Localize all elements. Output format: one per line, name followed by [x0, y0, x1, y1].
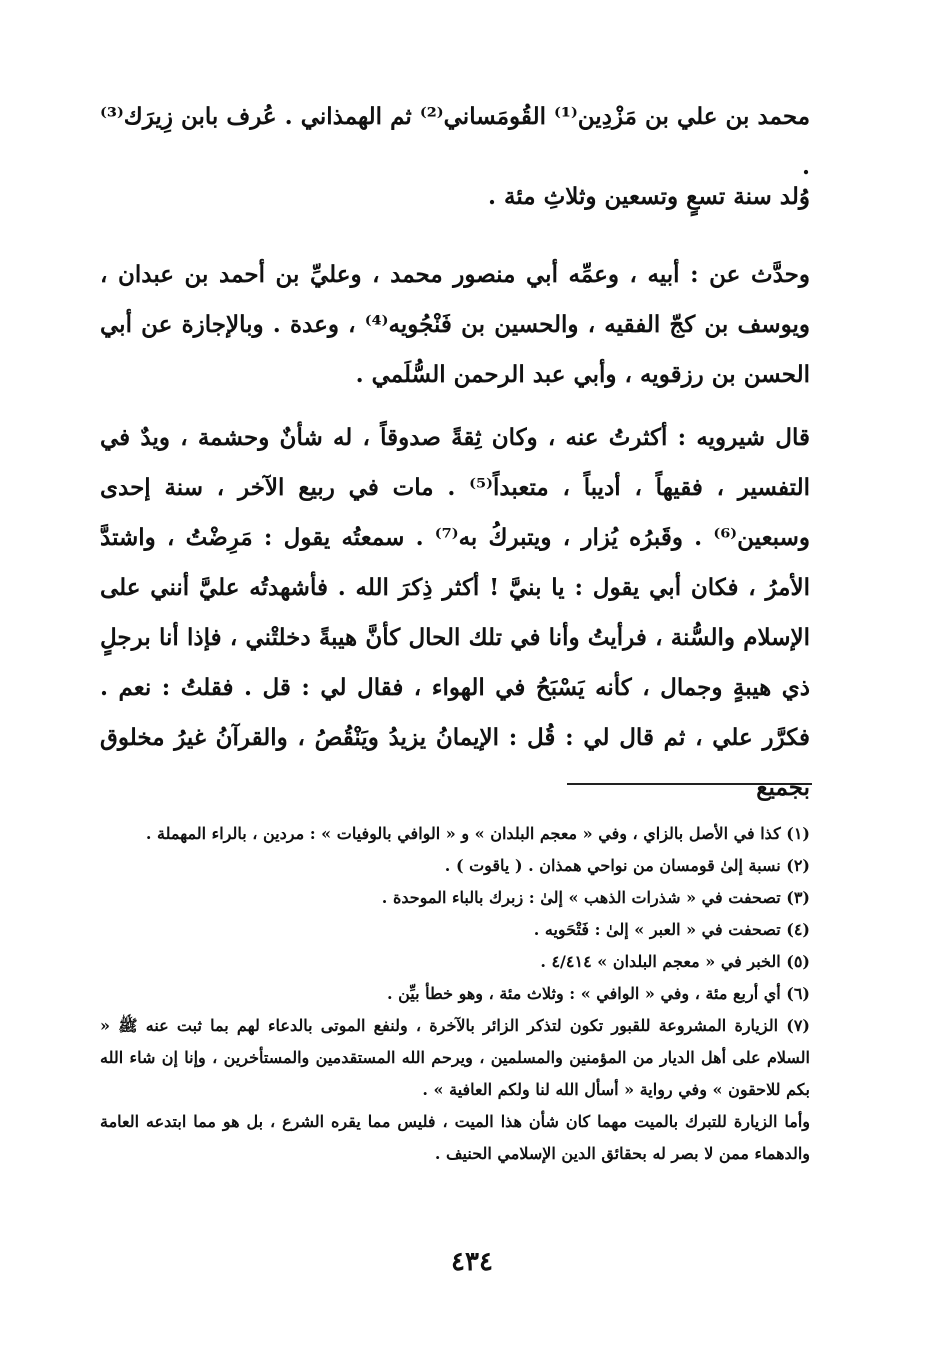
footnote-3: (٣) تصحفت في « شذرات الذهب » إلىٰ : زبرك بالباء الموحدة . [381, 888, 810, 907]
footnote-6: (٦) أي أربع مئة ، وفي « الوافي » : وثلاث مئة ، وهو خطأ بيِّن . [386, 984, 810, 1003]
page-number: ٤٣٤ [451, 1247, 493, 1277]
birth-line [100, 172, 810, 222]
footnote-4: (٤) تصحفت في « العبر » إلىٰ : فَتْحَويه . [533, 920, 810, 939]
footnote-5: (٥) الخبر في « معجم البلدان » ٤/٤١٤ . [540, 952, 810, 971]
footnote-7-continued: وأما الزيارة للتبرك بالميت مهما كان شأن هذا الميت ، فليس مما يقره الشرع ، بل هو مما ابتدعه العامة والدهماء ممن لا بصر له بحقائق الدين الإسلامي الحنيف . [100, 1112, 811, 1163]
paragraph-shirawayh: قال شيرويه : أكثرتُ عنه ، وكان ثِقةً صدوقاً ، له شأنٌ وحشمة ، ويدٌ في التفسير ، فقيهاً ، أديباً ، متعبداً⁽⁵⁾ . مات في ربيع الآخر ، سنة إحدى وسبعين⁽⁶⁾ . وقَبرُه يُزار ، ويتبركُ به⁽⁷⁾ . سمعتُه يقول : مَرِضْتُ ، واشتدَّ الأمرُ ، فكان أبي يقول : يا بنيَّ ! أكثر ذِكرَ الله . فأشهدتُه عليَّ أنني على الإسلام والسُّنة ، فرأيتُ وأنا في تلك الحال كأنَّ هيبةً دخلتْني ، فإذا أنا برجلٍ ذي هيبةٍ وجمال ، كأنه يَسْبَحُ في الهواء ، فقال لي : قل . فقلتُ : نعم . فكرَّر علي ، ثم قال لي : قُل : الإيمانُ يزيدُ ويَنْقُصُ ، والقرآنُ غيرُ مخلوق بجميع [100, 424, 810, 801]
shirawayh-paragraph [100, 413, 810, 813]
paragraph-birth: وُلد سنة تسعٍ وتسعين وثلاثِ مئة . [488, 183, 810, 210]
paragraph-name: محمد بن علي بن مَزْدِين⁽¹⁾ القُومَساني⁽²⁾ ثم الهمذاني . عُرف بابن زِيرَك⁽³⁾ . [100, 103, 811, 180]
footnote-1: (١) كذا في الأصل بالزاي ، وفي « معجم البلدان » و « الوافي بالوفيات » : مردين ، بالراء المهملة . [145, 824, 810, 843]
footnote-separator [567, 783, 812, 785]
footnotes [100, 818, 810, 1170]
teachers-paragraph [100, 250, 810, 400]
footnote-7: (٧) الزيارة المشروعة للقبور تكون لتذكر الزائر بالآخرة ، ولنفع الموتى بالدعاء لهم بما ثبت عنه ﷺ « السلام على أهل الديار من المؤمنين والمسلمين ، ويرحم الله المستقدمين والمستأخرين ، وإنا إن شاء الله بكم للاحقون » وفي رواية « أسأل الله لنا ولكم العافية » . [100, 1016, 810, 1099]
paragraph-teachers: وحدَّث عن : أبيه ، وعمِّه أبي منصور محمد ، وعليِّ بن أحمد بن عبدان ، ويوسف بن كجّ الفقيه ، والحسين بن فَنْجُويه⁽⁴⁾ ، وعدة . وبالإجازة عن أبي الحسن بن رزقويه ، وأبي عبد الرحمن السُّلَمي . [100, 261, 810, 388]
footnote-2: (٢) نسبة إلىٰ قومسان من نواحي همذان . ( ياقوت ) . [444, 856, 810, 875]
